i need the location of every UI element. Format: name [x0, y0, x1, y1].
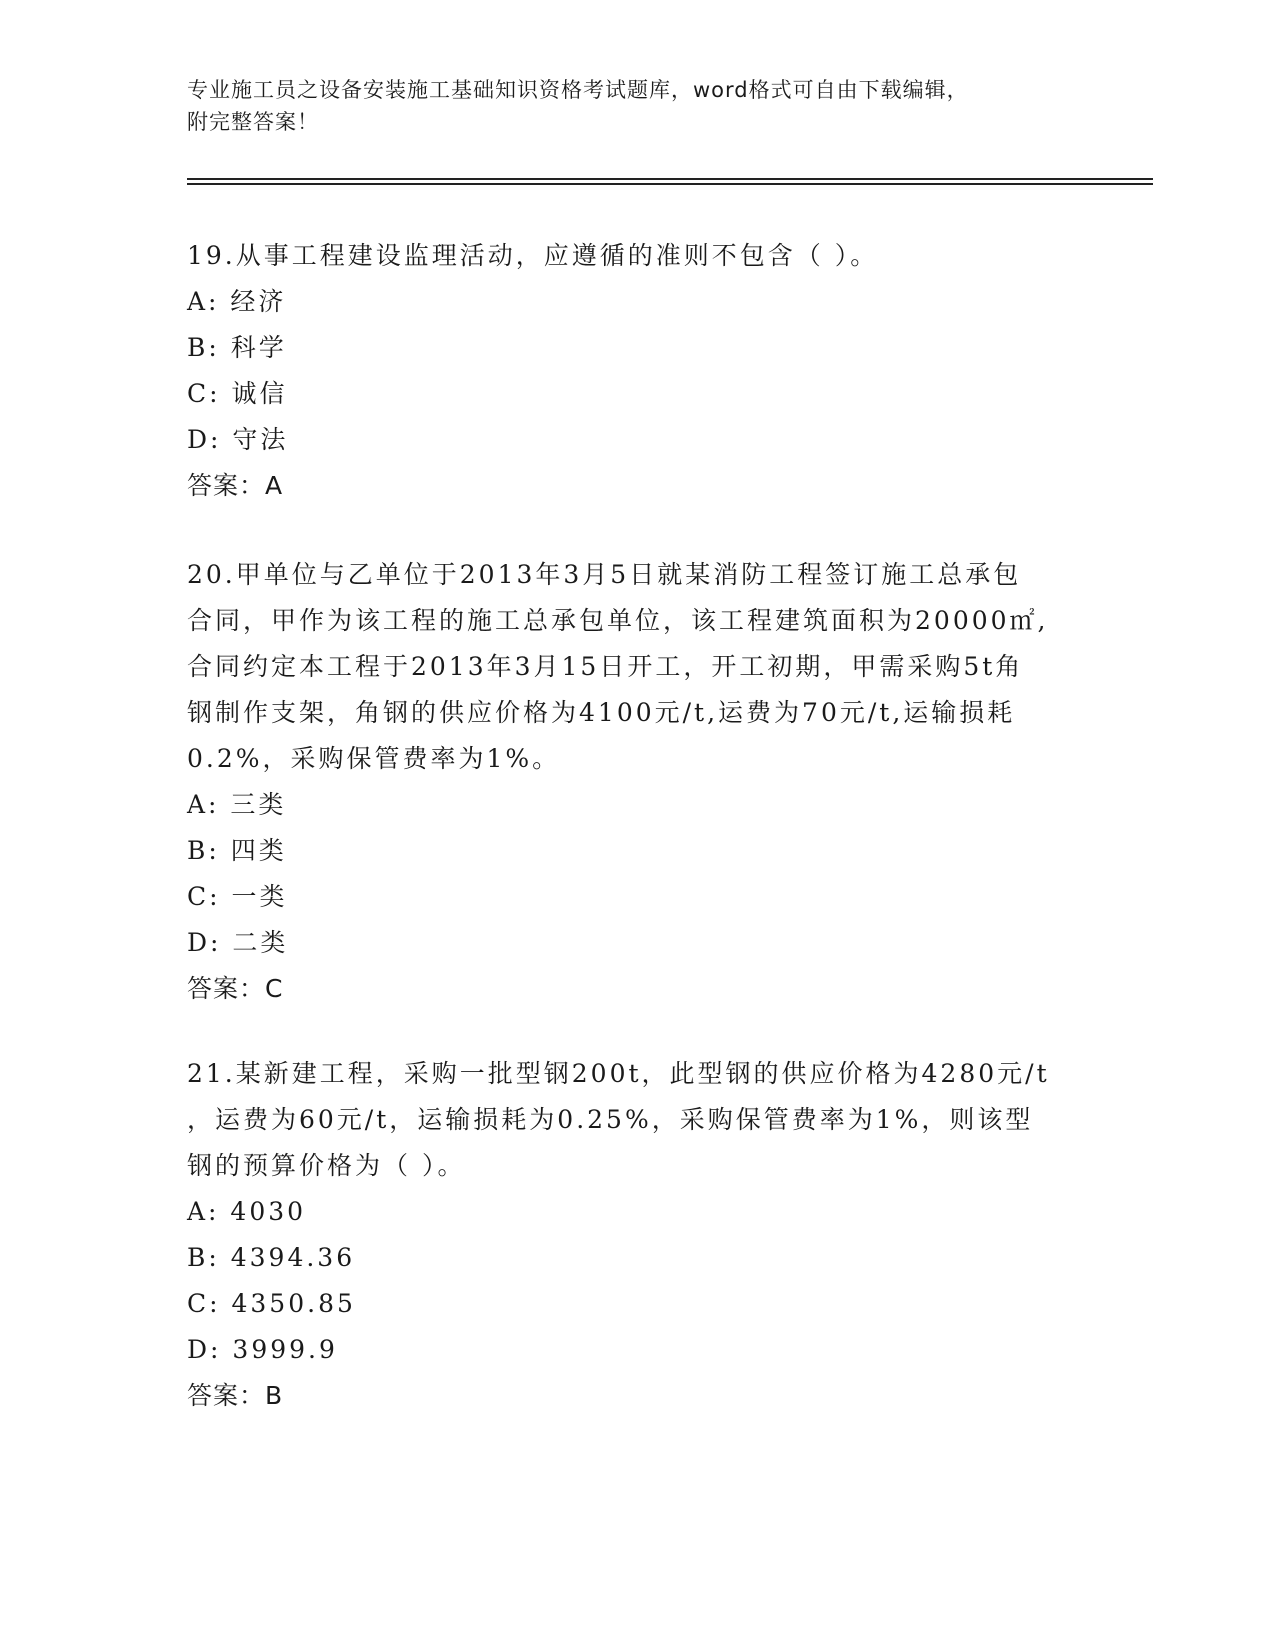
- header-line-1: 专业施工员之设备安装施工基础知识资格考试题库，word格式可自由下载编辑，: [187, 78, 969, 102]
- question-stem: 合同约定本工程于2013年3月15日开工，开工初期，甲需采购5t角: [187, 652, 1024, 681]
- option-d: D: 二类: [187, 928, 289, 957]
- question-19: [187, 233, 1067, 509]
- answer: 答案：C: [187, 974, 284, 1003]
- question-stem: 0.2%，采购保管费率为1%。: [187, 744, 561, 773]
- option-a: A: 经济: [187, 287, 287, 316]
- answer: 答案：A: [187, 471, 284, 500]
- question-21: [187, 1051, 1067, 1419]
- question-stem: 21.某新建工程，采购一批型钢200t，此型钢的供应价格为4280元/t: [187, 1059, 1050, 1088]
- option-a: A: 4030: [187, 1197, 307, 1226]
- option-b: B: 四类: [187, 836, 287, 865]
- question-20: [187, 552, 1067, 1012]
- option-c: C: 诚信: [187, 379, 288, 408]
- header-divider-top: [187, 178, 1153, 180]
- option-c: C: 一类: [187, 882, 288, 911]
- option-d: D: 守法: [187, 425, 289, 454]
- question-stem: 合同，甲作为该工程的施工总承包单位，该工程建筑面积为20000㎡,: [187, 606, 1049, 635]
- option-b: B: 4394.36: [187, 1243, 356, 1272]
- document-header: [187, 74, 1087, 138]
- header-line-2: 附完整答案！: [187, 110, 319, 134]
- option-c: C: 4350.85: [187, 1289, 356, 1318]
- question-stem: 19.从事工程建设监理活动，应遵循的准则不包含（ ）。: [187, 241, 879, 270]
- option-b: B: 科学: [187, 333, 287, 362]
- option-d: D: 3999.9: [187, 1335, 338, 1364]
- question-stem: 20.甲单位与乙单位于2013年3月5日就某消防工程签订施工总承包: [187, 560, 1022, 589]
- header-divider-bottom: [187, 183, 1153, 185]
- question-stem: 钢的预算价格为（ ）。: [187, 1151, 466, 1180]
- question-stem: 钢制作支架，角钢的供应价格为4100元/t,运费为70元/t,运输损耗: [187, 698, 1016, 727]
- answer: 答案：B: [187, 1381, 284, 1410]
- option-a: A: 三类: [187, 790, 287, 819]
- question-stem: ，运费为60元/t，运输损耗为0.25%，采购保管费率为1%，则该型: [187, 1105, 1034, 1134]
